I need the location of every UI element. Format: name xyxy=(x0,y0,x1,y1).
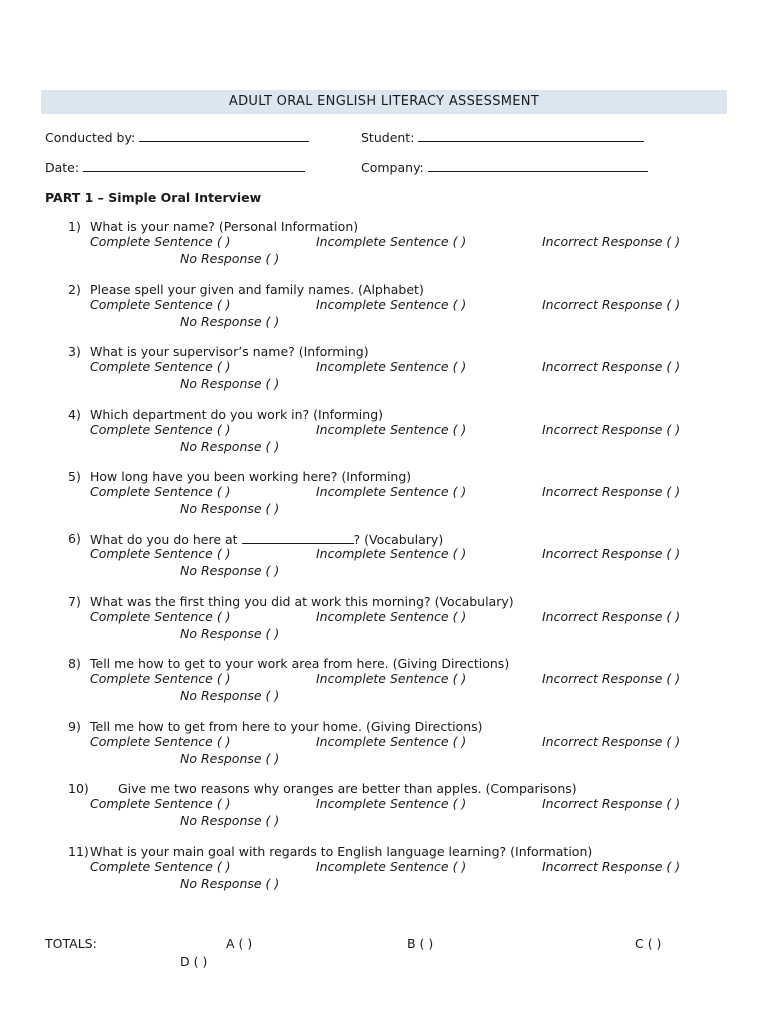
question-item xyxy=(0,407,768,467)
question-item xyxy=(0,594,768,654)
totals-label: TOTALS: xyxy=(45,936,97,951)
student-label: Student: xyxy=(361,130,415,145)
incomplete-sentence-option[interactable]: Incomplete Sentence ( ) xyxy=(316,546,467,561)
question-item xyxy=(0,781,768,841)
question-text: Which department do you work in? (Informing) xyxy=(90,407,384,422)
question-text: How long have you been working here? (Informing) xyxy=(90,469,412,484)
question-item xyxy=(0,469,768,529)
complete-sentence-option[interactable]: Complete Sentence ( ) xyxy=(90,546,231,561)
conducted-by-label: Conducted by: xyxy=(45,130,136,145)
incomplete-sentence-option[interactable]: Incomplete Sentence ( ) xyxy=(316,859,467,874)
total-c[interactable]: C ( ) xyxy=(635,936,662,951)
question-number: 10) xyxy=(68,781,89,796)
complete-sentence-option[interactable]: Complete Sentence ( ) xyxy=(90,796,231,811)
question-item xyxy=(0,719,768,779)
question-item xyxy=(0,531,768,591)
incomplete-sentence-option[interactable]: Incomplete Sentence ( ) xyxy=(316,297,467,312)
question-text: Give me two reasons why oranges are better than apples. (Comparisons) xyxy=(118,781,577,796)
document-title: ADULT ORAL ENGLISH LITERACY ASSESSMENT xyxy=(41,90,727,114)
conducted-by-field xyxy=(45,129,309,145)
incorrect-response-option[interactable]: Incorrect Response ( ) xyxy=(542,546,681,561)
date-field xyxy=(45,159,305,175)
no-response-option[interactable]: No Response ( ) xyxy=(180,876,280,891)
no-response-option[interactable]: No Response ( ) xyxy=(180,376,280,391)
incomplete-sentence-option[interactable]: Incomplete Sentence ( ) xyxy=(316,796,467,811)
question-number: 8) xyxy=(68,656,81,671)
incomplete-sentence-option[interactable]: Incomplete Sentence ( ) xyxy=(316,422,467,437)
complete-sentence-option[interactable]: Complete Sentence ( ) xyxy=(90,297,231,312)
company-label: Company: xyxy=(361,160,424,175)
question-number: 4) xyxy=(68,407,81,422)
no-response-option[interactable]: No Response ( ) xyxy=(180,251,280,266)
complete-sentence-option[interactable]: Complete Sentence ( ) xyxy=(90,422,231,437)
question-text-end: ? (Vocabulary) xyxy=(353,532,444,547)
student-blank[interactable] xyxy=(418,129,644,142)
incorrect-response-option[interactable]: Incorrect Response ( ) xyxy=(542,859,681,874)
question-text-start: What do you do here at xyxy=(90,532,242,547)
question-text: What is your name? (Personal Information) xyxy=(90,219,359,234)
question-text: What was the first thing you did at work this morning? (Vocabulary) xyxy=(90,594,514,609)
question-number: 11) xyxy=(68,844,89,859)
complete-sentence-option[interactable]: Complete Sentence ( ) xyxy=(90,734,231,749)
date-blank[interactable] xyxy=(83,159,305,172)
incomplete-sentence-option[interactable]: Incomplete Sentence ( ) xyxy=(316,234,467,249)
workplace-blank[interactable] xyxy=(242,531,354,544)
part1-heading: PART 1 – Simple Oral Interview xyxy=(45,190,262,205)
question-text xyxy=(90,531,443,547)
date-label: Date: xyxy=(45,160,80,175)
no-response-option[interactable]: No Response ( ) xyxy=(180,439,280,454)
question-text: What is your main goal with regards to English language learning? (Information) xyxy=(90,844,593,859)
incorrect-response-option[interactable]: Incorrect Response ( ) xyxy=(542,422,681,437)
question-number: 1) xyxy=(68,219,81,234)
no-response-option[interactable]: No Response ( ) xyxy=(180,813,280,828)
company-blank[interactable] xyxy=(428,159,648,172)
incomplete-sentence-option[interactable]: Incomplete Sentence ( ) xyxy=(316,609,467,624)
question-number: 9) xyxy=(68,719,81,734)
total-b[interactable]: B ( ) xyxy=(407,936,434,951)
question-number: 2) xyxy=(68,282,81,297)
question-text: Please spell your given and family names. (Alphabet) xyxy=(90,282,424,297)
company-field xyxy=(361,159,648,175)
question-number: 3) xyxy=(68,344,81,359)
student-field xyxy=(361,129,644,145)
question-item xyxy=(0,344,768,404)
question-number: 7) xyxy=(68,594,81,609)
complete-sentence-option[interactable]: Complete Sentence ( ) xyxy=(90,859,231,874)
incorrect-response-option[interactable]: Incorrect Response ( ) xyxy=(542,609,681,624)
question-item xyxy=(0,219,768,279)
incorrect-response-option[interactable]: Incorrect Response ( ) xyxy=(542,671,681,686)
no-response-option[interactable]: No Response ( ) xyxy=(180,751,280,766)
complete-sentence-option[interactable]: Complete Sentence ( ) xyxy=(90,671,231,686)
question-item xyxy=(0,656,768,716)
incomplete-sentence-option[interactable]: Incomplete Sentence ( ) xyxy=(316,734,467,749)
question-number: 6) xyxy=(68,531,81,546)
total-d[interactable]: D ( ) xyxy=(180,954,208,969)
complete-sentence-option[interactable]: Complete Sentence ( ) xyxy=(90,484,231,499)
question-text: What is your supervisor’s name? (Informing) xyxy=(90,344,369,359)
question-text: Tell me how to get to your work area from here. (Giving Directions) xyxy=(90,656,510,671)
incomplete-sentence-option[interactable]: Incomplete Sentence ( ) xyxy=(316,671,467,686)
incorrect-response-option[interactable]: Incorrect Response ( ) xyxy=(542,297,681,312)
question-text: Tell me how to get from here to your home. (Giving Directions) xyxy=(90,719,483,734)
no-response-option[interactable]: No Response ( ) xyxy=(180,626,280,641)
incorrect-response-option[interactable]: Incorrect Response ( ) xyxy=(542,234,681,249)
incomplete-sentence-option[interactable]: Incomplete Sentence ( ) xyxy=(316,359,467,374)
no-response-option[interactable]: No Response ( ) xyxy=(180,563,280,578)
complete-sentence-option[interactable]: Complete Sentence ( ) xyxy=(90,609,231,624)
incorrect-response-option[interactable]: Incorrect Response ( ) xyxy=(542,359,681,374)
question-item xyxy=(0,282,768,342)
incorrect-response-option[interactable]: Incorrect Response ( ) xyxy=(542,484,681,499)
complete-sentence-option[interactable]: Complete Sentence ( ) xyxy=(90,234,231,249)
conducted-by-blank[interactable] xyxy=(139,129,309,142)
complete-sentence-option[interactable]: Complete Sentence ( ) xyxy=(90,359,231,374)
no-response-option[interactable]: No Response ( ) xyxy=(180,501,280,516)
incorrect-response-option[interactable]: Incorrect Response ( ) xyxy=(542,796,681,811)
no-response-option[interactable]: No Response ( ) xyxy=(180,688,280,703)
no-response-option[interactable]: No Response ( ) xyxy=(180,314,280,329)
question-item xyxy=(0,844,768,904)
question-number: 5) xyxy=(68,469,81,484)
total-a[interactable]: A ( ) xyxy=(226,936,253,951)
incorrect-response-option[interactable]: Incorrect Response ( ) xyxy=(542,734,681,749)
incomplete-sentence-option[interactable]: Incomplete Sentence ( ) xyxy=(316,484,467,499)
